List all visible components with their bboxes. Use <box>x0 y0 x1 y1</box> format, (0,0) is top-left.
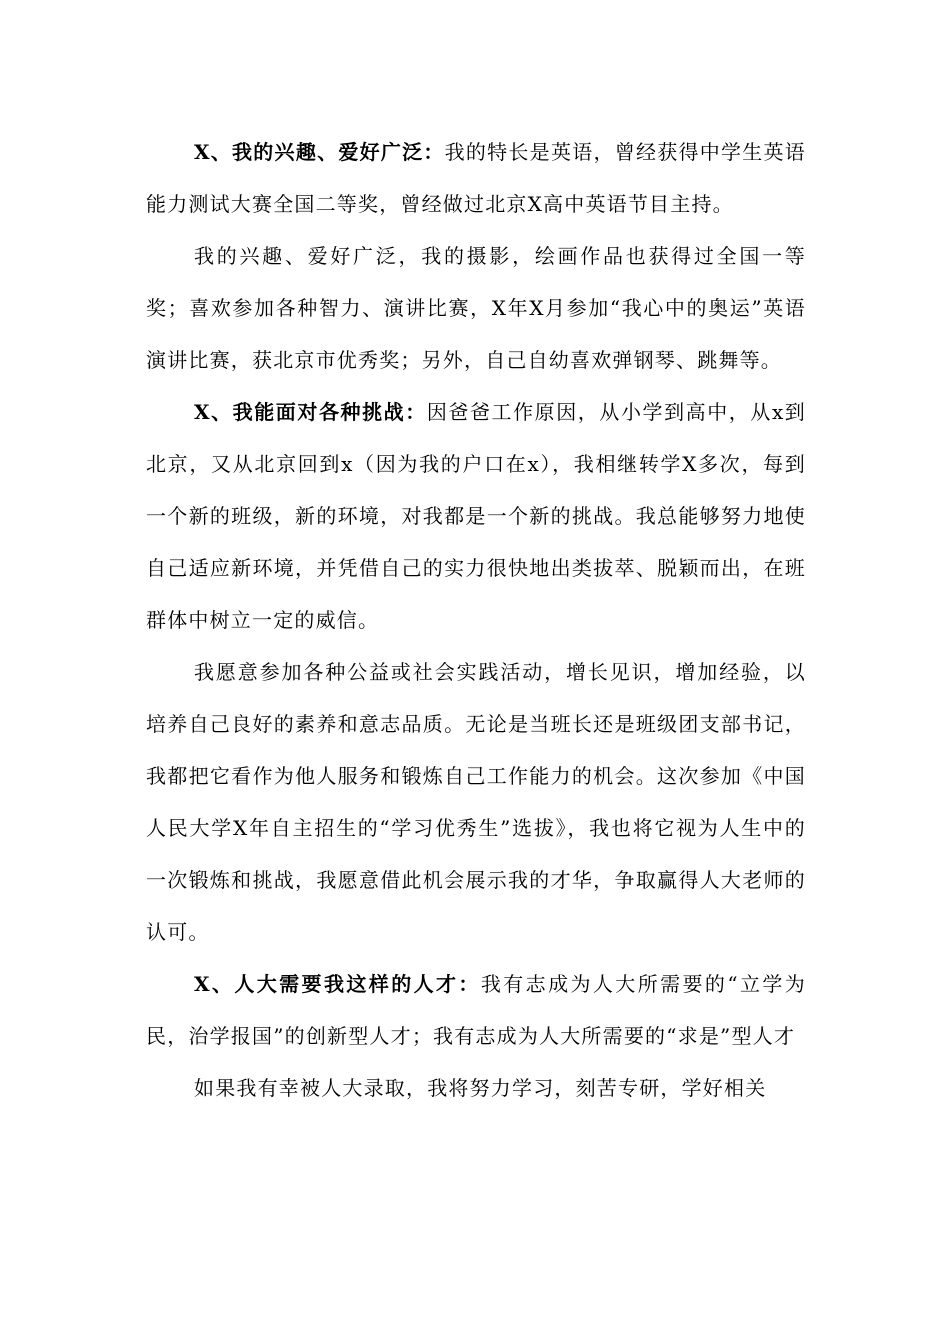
paragraph-text: 我的兴趣、爱好广泛，我的摄影，绘画作品也获得过全国一等奖；喜欢参加各种智力、演讲比赛，X年X月参加“我心中的奥运”英语演讲比赛，获北京市优秀奖；另外，自己自幼喜欢弹钢琴、跳舞等。 <box>146 244 806 372</box>
paragraph-text: 我有志成为人大所需要的“立学为民，治学报国”的创新型人才；我有志成为人大所需要的“求是”型人才 <box>146 972 806 1048</box>
paragraph-text: 如果我有幸被人大录取，我将努力学习，刻苦专研，学好相关 <box>194 1076 767 1100</box>
section-heading-interests: X、我的兴趣、爱好广泛： <box>194 140 445 164</box>
document-page <box>146 126 806 1114</box>
paragraph-challenges <box>146 386 806 646</box>
section-heading-challenges: X、我能面对各种挑战： <box>194 400 427 424</box>
paragraph-talent <box>146 958 806 1062</box>
paragraph-text: 我的特长是英语，曾经获得中学生英语能力测试大赛全国二等奖，曾经做过北京X高中英语节目主持。 <box>146 140 806 216</box>
section-heading-talent: X、人大需要我这样的人才： <box>194 972 481 996</box>
paragraph-interests <box>146 126 806 230</box>
paragraph-activities <box>146 646 806 958</box>
paragraph-text: 因爸爸工作原因，从小学到高中，从x到北京，又从北京回到x（因为我的户口在x），我相继转学X多次，每到一个新的班级，新的环境，对我都是一个新的挑战。我总能够努力地使自己适应新环境，并凭借自己的实力很快地出类拔萃、脱颖而出，在班群体中树立一定的威信。 <box>146 400 807 632</box>
paragraph-text: 我愿意参加各种公益或社会实践活动，增长见识，增加经验，以培养自己良好的素养和意志品质。无论是当班长还是班级团支部书记，我都把它看作为他人服务和锻炼自己工作能力的机会。这次参加《中国人民大学X年自主招生的“学习优秀生”选拔》，我也将它视为人生中的一次锻炼和挑战，我愿意借此机会展示我的才华，争取赢得人大老师的认可。 <box>146 660 806 944</box>
paragraph-admission <box>146 1062 806 1114</box>
paragraph-hobbies <box>146 230 806 386</box>
